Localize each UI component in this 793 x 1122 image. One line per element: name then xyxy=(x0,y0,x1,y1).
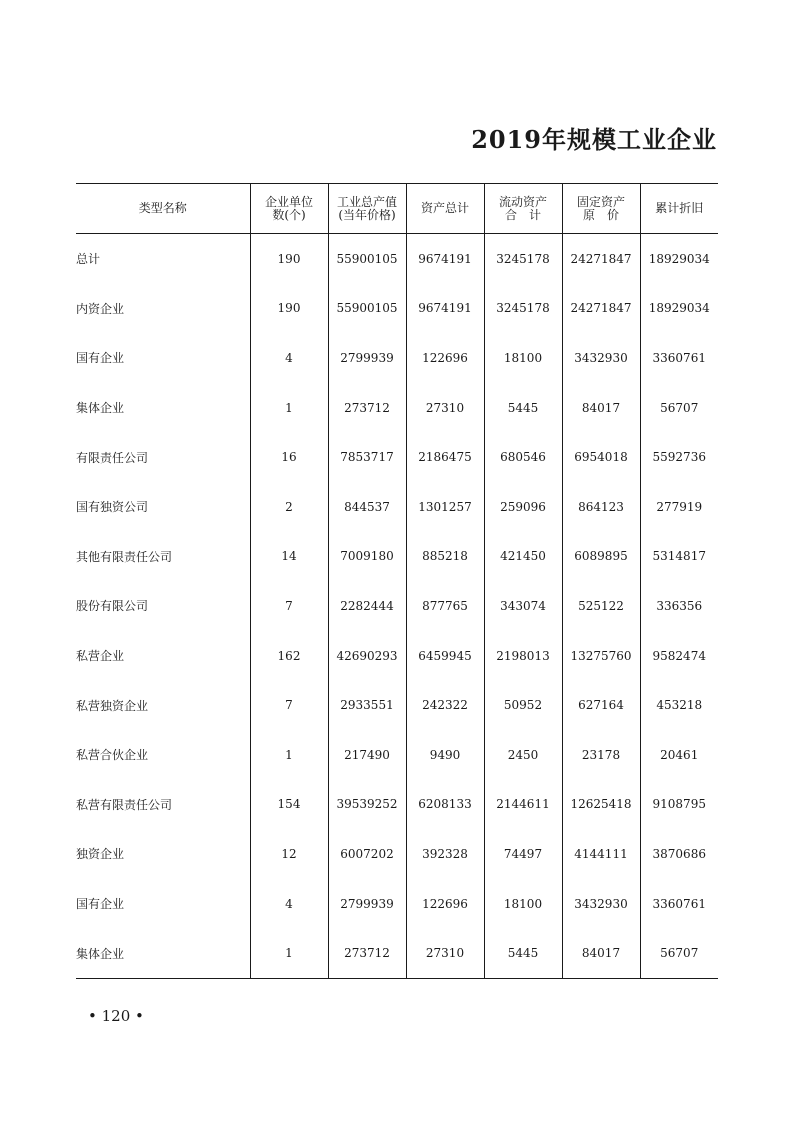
table-header xyxy=(76,184,718,234)
unit-count-cell: 154 xyxy=(250,780,328,830)
total-assets-cell: 6208133 xyxy=(406,780,484,830)
total-assets-cell: 877765 xyxy=(406,581,484,631)
type-name-cell: 私营合伙企业 xyxy=(76,748,149,763)
unit-count-cell: 16 xyxy=(250,432,328,482)
current-assets-cell: 259096 xyxy=(484,482,562,532)
table-row xyxy=(76,333,718,383)
total-assets-cell: 242322 xyxy=(406,680,484,730)
type-name-cell: 独资企业 xyxy=(76,847,125,862)
table-row xyxy=(76,680,718,730)
current-assets-cell: 5445 xyxy=(484,928,562,978)
table-row xyxy=(76,532,718,582)
header-fixed-assets: 固定资产 原 价 xyxy=(562,184,640,234)
depreciation-cell: 18929034 xyxy=(640,234,718,284)
gross-output-cell: 2799939 xyxy=(328,879,406,929)
type-name-cell: 国有独资公司 xyxy=(76,500,149,515)
fixed-assets-cell: 4144111 xyxy=(562,829,640,879)
unit-count-cell: 1 xyxy=(250,730,328,780)
unit-count-cell: 162 xyxy=(250,631,328,681)
gross-output-cell: 7853717 xyxy=(328,432,406,482)
type-name-cell: 国有企业 xyxy=(76,897,125,912)
fixed-assets-cell: 13275760 xyxy=(562,631,640,681)
current-assets-cell: 2144611 xyxy=(484,780,562,830)
fixed-assets-cell: 24271847 xyxy=(562,234,640,284)
unit-count-cell: 14 xyxy=(250,532,328,582)
unit-count-cell: 1 xyxy=(250,928,328,978)
current-assets-cell: 50952 xyxy=(484,680,562,730)
current-assets-cell: 3245178 xyxy=(484,284,562,334)
depreciation-cell: 9582474 xyxy=(640,631,718,681)
fixed-assets-cell: 84017 xyxy=(562,383,640,433)
unit-count-cell: 190 xyxy=(250,284,328,334)
table-row xyxy=(76,780,718,830)
type-name-cell: 私营有限责任公司 xyxy=(76,797,173,812)
fixed-assets-cell: 6954018 xyxy=(562,432,640,482)
table-row xyxy=(76,829,718,879)
depreciation-cell: 3360761 xyxy=(640,879,718,929)
depreciation-cell: 56707 xyxy=(640,928,718,978)
fixed-assets-cell: 3432930 xyxy=(562,879,640,929)
depreciation-cell: 336356 xyxy=(640,581,718,631)
unit-count-cell: 190 xyxy=(250,234,328,284)
type-name-cell: 内资企业 xyxy=(76,301,125,316)
total-assets-cell: 6459945 xyxy=(406,631,484,681)
table-row xyxy=(76,383,718,433)
current-assets-cell: 421450 xyxy=(484,532,562,582)
fixed-assets-cell: 3432930 xyxy=(562,333,640,383)
header-depreciation: 累计折旧 xyxy=(640,184,718,234)
type-name-cell: 其他有限责任公司 xyxy=(76,549,173,564)
type-name-cell: 国有企业 xyxy=(76,351,125,366)
total-assets-cell: 9490 xyxy=(406,730,484,780)
depreciation-cell: 20461 xyxy=(640,730,718,780)
type-name-cell: 私营独资企业 xyxy=(76,698,149,713)
total-assets-cell: 27310 xyxy=(406,383,484,433)
fixed-assets-cell: 525122 xyxy=(562,581,640,631)
unit-count-cell: 7 xyxy=(250,680,328,730)
total-assets-cell: 9674191 xyxy=(406,284,484,334)
unit-count-cell: 4 xyxy=(250,879,328,929)
unit-count-cell: 12 xyxy=(250,829,328,879)
gross-output-cell: 217490 xyxy=(328,730,406,780)
gross-output-cell: 844537 xyxy=(328,482,406,532)
industrial-enterprise-table xyxy=(76,183,718,979)
depreciation-cell: 453218 xyxy=(640,680,718,730)
table-row xyxy=(76,631,718,681)
header-total-assets: 资产总计 xyxy=(406,184,484,234)
gross-output-cell: 273712 xyxy=(328,383,406,433)
type-name-cell: 集体企业 xyxy=(76,946,125,961)
gross-output-cell: 55900105 xyxy=(328,234,406,284)
table-row xyxy=(76,482,718,532)
current-assets-cell: 2198013 xyxy=(484,631,562,681)
depreciation-cell: 5592736 xyxy=(640,432,718,482)
type-name-cell: 私营企业 xyxy=(76,649,125,664)
gross-output-cell: 7009180 xyxy=(328,532,406,582)
fixed-assets-cell: 23178 xyxy=(562,730,640,780)
type-name-cell: 集体企业 xyxy=(76,401,125,416)
gross-output-cell: 2282444 xyxy=(328,581,406,631)
depreciation-cell: 3360761 xyxy=(640,333,718,383)
header-current-assets: 流动资产 合 计 xyxy=(484,184,562,234)
depreciation-cell: 5314817 xyxy=(640,532,718,582)
fixed-assets-cell: 864123 xyxy=(562,482,640,532)
current-assets-cell: 18100 xyxy=(484,333,562,383)
table-row xyxy=(76,284,718,334)
unit-count-cell: 4 xyxy=(250,333,328,383)
current-assets-cell: 18100 xyxy=(484,879,562,929)
fixed-assets-cell: 24271847 xyxy=(562,284,640,334)
total-assets-cell: 2186475 xyxy=(406,432,484,482)
gross-output-cell: 39539252 xyxy=(328,780,406,830)
current-assets-cell: 343074 xyxy=(484,581,562,631)
total-assets-cell: 27310 xyxy=(406,928,484,978)
type-name-cell: 总计 xyxy=(76,252,101,267)
total-assets-cell: 392328 xyxy=(406,829,484,879)
header-gross-output: 工业总产值 (当年价格) xyxy=(328,184,406,234)
current-assets-cell: 74497 xyxy=(484,829,562,879)
total-assets-cell: 885218 xyxy=(406,532,484,582)
page-title: 2019年规模工业企业 xyxy=(471,125,717,154)
depreciation-cell: 56707 xyxy=(640,383,718,433)
page-number: • 120 • xyxy=(88,1007,144,1025)
gross-output-cell: 273712 xyxy=(328,928,406,978)
total-assets-cell: 122696 xyxy=(406,333,484,383)
header-type-name: 类型名称 xyxy=(76,184,250,234)
gross-output-cell: 2933551 xyxy=(328,680,406,730)
fixed-assets-cell: 12625418 xyxy=(562,780,640,830)
gross-output-cell: 6007202 xyxy=(328,829,406,879)
table-body xyxy=(76,234,718,979)
unit-count-cell: 2 xyxy=(250,482,328,532)
table-row xyxy=(76,432,718,482)
table-row xyxy=(76,730,718,780)
depreciation-cell: 277919 xyxy=(640,482,718,532)
table-row xyxy=(76,879,718,929)
header-unit-count: 企业单位 数(个) xyxy=(250,184,328,234)
gross-output-cell: 42690293 xyxy=(328,631,406,681)
current-assets-cell: 5445 xyxy=(484,383,562,433)
fixed-assets-cell: 84017 xyxy=(562,928,640,978)
table-row xyxy=(76,928,718,978)
depreciation-cell: 18929034 xyxy=(640,284,718,334)
fixed-assets-cell: 6089895 xyxy=(562,532,640,582)
header-row xyxy=(76,184,718,234)
total-assets-cell: 1301257 xyxy=(406,482,484,532)
current-assets-cell: 2450 xyxy=(484,730,562,780)
total-assets-cell: 9674191 xyxy=(406,234,484,284)
depreciation-cell: 3870686 xyxy=(640,829,718,879)
depreciation-cell: 9108795 xyxy=(640,780,718,830)
fixed-assets-cell: 627164 xyxy=(562,680,640,730)
current-assets-cell: 680546 xyxy=(484,432,562,482)
unit-count-cell: 7 xyxy=(250,581,328,631)
table-row xyxy=(76,234,718,284)
type-name-cell: 股份有限公司 xyxy=(76,599,149,614)
gross-output-cell: 2799939 xyxy=(328,333,406,383)
current-assets-cell: 3245178 xyxy=(484,234,562,284)
unit-count-cell: 1 xyxy=(250,383,328,433)
type-name-cell: 有限责任公司 xyxy=(76,450,149,465)
gross-output-cell: 55900105 xyxy=(328,284,406,334)
table-row xyxy=(76,581,718,631)
total-assets-cell: 122696 xyxy=(406,879,484,929)
